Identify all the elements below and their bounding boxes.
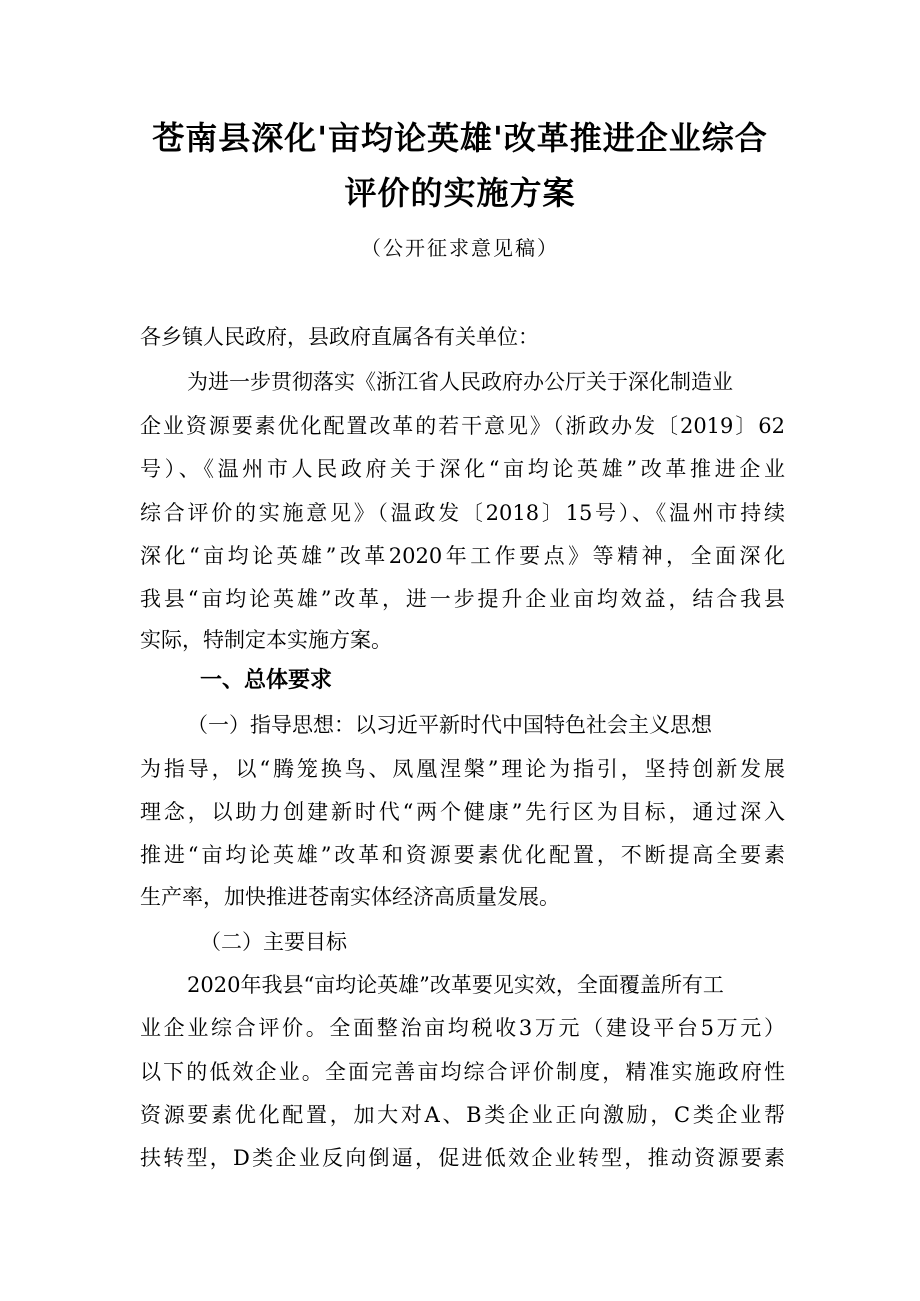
intro-paragraph-line: 企业资源要素优化配置改革的若干意见》（浙政办发〔2019〕62 — [140, 414, 785, 438]
document-subtitle: （公开征求意见稿） — [361, 236, 559, 260]
main-goals-line: 2020年我县“亩均论英雄”改革要见实效，全面覆盖所有工 — [187, 973, 724, 997]
guiding-ideology-line: （一）指导思想：以习近平新时代中国特色社会主义思想 — [187, 713, 712, 737]
addressee-line: 各乡镇人民政府，县政府直属各有关单位： — [140, 325, 539, 349]
intro-paragraph-line: 号）、《温州市人民政府关于深化“亩均论英雄”改革推进企业 — [140, 457, 785, 481]
intro-paragraph-line: 我县“亩均论英雄”改革，进一步提升企业亩均效益，结合我县 — [140, 587, 785, 611]
document-title-line-1: 苍南县深化'亩均论英雄'改革推进企业综合 — [152, 119, 768, 157]
main-goals-line: 以下的低效企业。全面完善亩均综合评价制度，精准实施政府性 — [140, 1060, 785, 1084]
main-goals-line: 业企业综合评价。全面整治亩均税收3万元（建设平台5万元） — [140, 1016, 785, 1040]
subsection-heading-main-goals: （二）主要目标 — [200, 930, 347, 954]
document-title-line-2: 评价的实施方案 — [344, 174, 576, 212]
guiding-ideology-line: 生产率，加快推进苍南实体经济高质量发展。 — [140, 885, 560, 909]
section-heading-general-requirements: 一、总体要求 — [200, 668, 333, 693]
intro-paragraph-line: 深化“亩均论英雄”改革2020年工作要点》等精神，全面深化 — [140, 544, 785, 568]
intro-paragraph-line: 为进一步贯彻落实《浙江省人民政府办公厅关于深化制造业 — [187, 370, 733, 394]
main-goals-line: 扶转型，D类企业反向倒逼，促进低效企业转型，推动资源要素 — [140, 1146, 785, 1170]
guiding-ideology-line: 理念，以助力创建新时代“两个健康”先行区为目标，通过深入 — [140, 800, 785, 824]
intro-paragraph-line: 综合评价的实施意见》（温政发〔2018〕15号）、《温州市持续 — [140, 501, 785, 525]
intro-paragraph-line: 实际，特制定本实施方案。 — [140, 628, 392, 652]
guiding-ideology-line: 推进“亩均论英雄”改革和资源要素优化配置，不断提高全要素 — [140, 843, 785, 867]
guiding-ideology-line: 为指导，以“腾笼换鸟、凤凰涅槃”理论为指引，坚持创新发展 — [140, 757, 785, 781]
main-goals-line: 资源要素优化配置，加大对A、B类企业正向激励，C类企业帮 — [140, 1103, 785, 1127]
